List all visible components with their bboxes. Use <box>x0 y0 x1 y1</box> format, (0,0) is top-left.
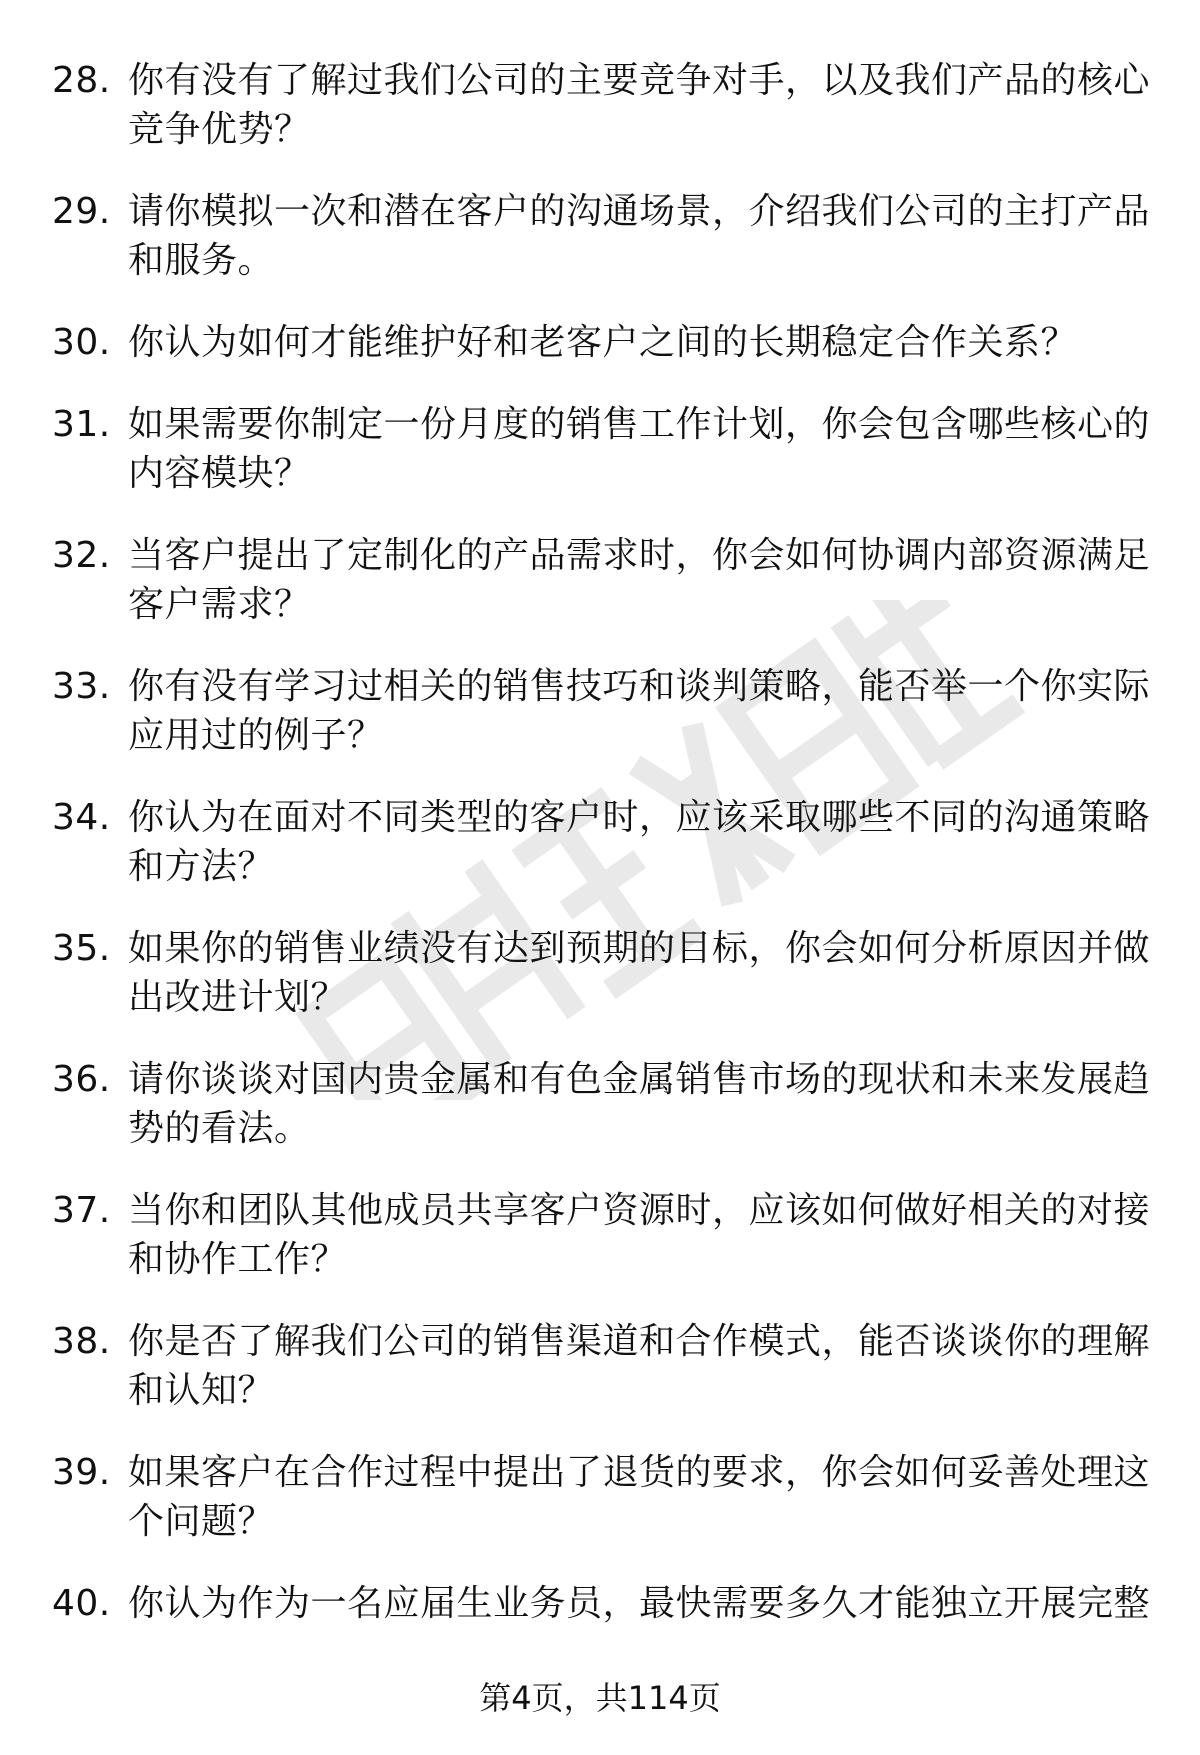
question-text: 你是否了解我们公司的销售渠道和合作模式，能否谈谈你的理解和认知？ <box>128 1321 1151 1411</box>
question-number: 38. <box>52 1321 111 1362</box>
question-item <box>52 1186 1152 1284</box>
question-item <box>52 187 1152 285</box>
question-number: 33. <box>52 666 111 707</box>
question-number: 36. <box>52 1059 111 1100</box>
question-item <box>52 793 1152 891</box>
question-number: 28. <box>52 60 111 101</box>
question-item <box>52 662 1152 760</box>
question-item <box>52 531 1152 629</box>
question-text: 你认为在面对不同类型的客户时，应该采取哪些不同的沟通策略和方法？ <box>128 797 1151 887</box>
question-number: 30. <box>52 322 111 363</box>
question-item <box>52 56 1152 154</box>
question-text: 你认为作为一名应届生业务员，最快需要多久才能独立开展完整 <box>128 1583 1151 1624</box>
question-list <box>52 56 1152 1661</box>
question-item <box>52 1579 1152 1628</box>
question-text: 如果你的销售业绩没有达到预期的目标，你会如何分析原因并做出改进计划？ <box>128 928 1151 1018</box>
question-number: 35. <box>52 928 111 969</box>
question-item <box>52 400 1152 498</box>
question-item <box>52 924 1152 1022</box>
question-text: 当客户提出了定制化的产品需求时，你会如何协调内部资源满足客户需求？ <box>128 535 1151 625</box>
question-text: 当你和团队其他成员共享客户资源时，应该如何做好相关的对接和协作工作？ <box>128 1190 1151 1280</box>
page-footer <box>0 1678 1200 1718</box>
question-text: 请你谈谈对国内贵金属和有色金属销售市场的现状和未来发展趋势的看法。 <box>128 1059 1151 1149</box>
question-text: 你有没有了解过我们公司的主要竞争对手，以及我们产品的核心竞争优势？ <box>128 60 1151 150</box>
question-number: 34. <box>52 797 111 838</box>
question-number: 29. <box>52 191 111 232</box>
question-item <box>52 1448 1152 1546</box>
page-number-label: 第4页，共114页 <box>479 1679 721 1717</box>
question-text: 请你模拟一次和潜在客户的沟通场景，介绍我们公司的主打产品和服务。 <box>128 191 1151 281</box>
question-text: 你认为如何才能维护好和老客户之间的长期稳定合作关系？ <box>128 322 1078 363</box>
question-text: 如果客户在合作过程中提出了退货的要求，你会如何妥善处理这个问题？ <box>128 1452 1151 1542</box>
question-number: 39. <box>52 1452 111 1493</box>
question-item <box>52 1055 1152 1153</box>
question-item <box>52 318 1152 367</box>
question-number: 31. <box>52 404 111 445</box>
question-number: 37. <box>52 1190 111 1231</box>
question-item <box>52 1317 1152 1415</box>
question-number: 32. <box>52 535 111 576</box>
question-text: 你有没有学习过相关的销售技巧和谈判策略，能否举一个你实际应用过的例子？ <box>128 666 1151 756</box>
question-text: 如果需要你制定一份月度的销售工作计划，你会包含哪些核心的内容模块？ <box>128 404 1151 494</box>
question-number: 40. <box>52 1583 111 1624</box>
